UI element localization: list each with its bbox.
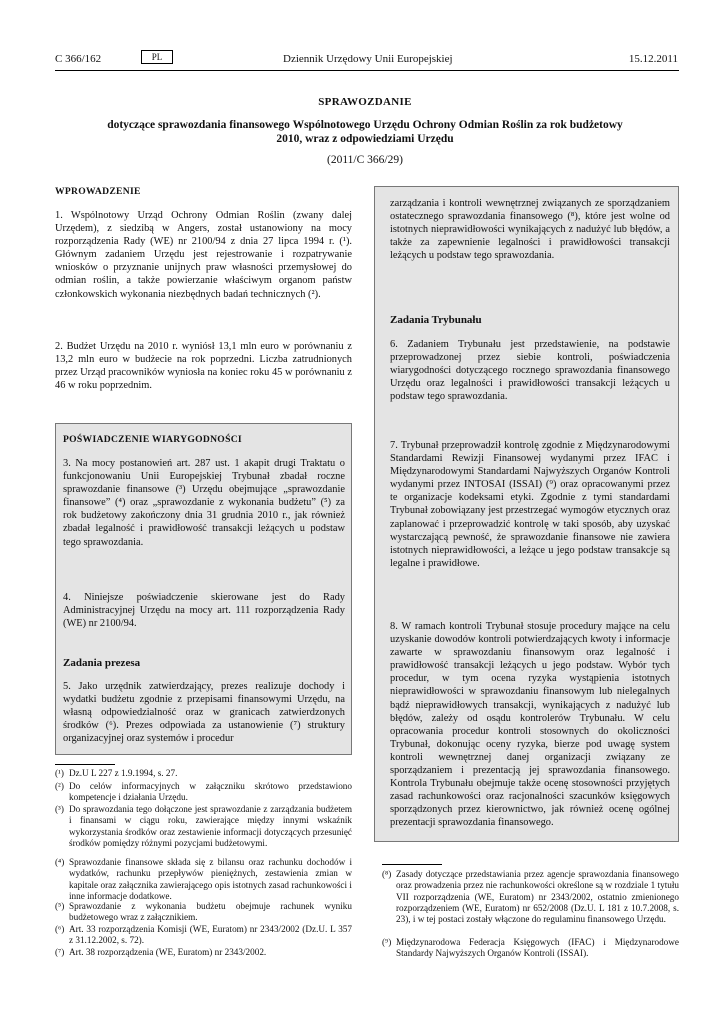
footnote-2: (²) Do celów informacyjnych w załączniku skrótowo przedstawiono kompetencje i działania Urzędu. bbox=[55, 781, 352, 803]
paragraph-5: 5. Jako urzędnik zatwierdzający, prezes realizuje dochody i wydatki budżetu zgodnie z przepisami finansowymi Urzędu, na własną odpowiedzialność oraz w granicach zatwierdzonych środków (⁶). Prezes odpowiada za ustanowienie (⁷) struktury organizacyjnej oraz systemów i procedur bbox=[63, 681, 345, 745]
footnotes-divider-left bbox=[55, 764, 115, 765]
footnote-6: (⁶) Art. 33 rozporządzenia Komisji (WE, Euratom) nr 2343/2002 (Dz.U. L 357 z 31.12.2002, s. 72). bbox=[55, 924, 352, 946]
paragraph-8: 8. W ramach kontroli Trybunał stosuje procedury mające na celu uzyskanie dowodów kontroli potwierdzających kwoty i informacje zawarte w sprawozdaniu finansowym oraz legalność i prawidłowość transakcji leżących u jego podstaw. Wybór tych procedur, w tym ocena ryzyka wystąpienia istotnych nieprawidłowości w sprawozdaniu finansowym lub nielegalnych bądź nieprawidłowych transakcji, wynikających z nadużyć lub błędów, zależy od osądu kontrolerów Trybunału. W celu opracowania procedur kontroli stosownych do okoliczności Trybunał, dokonując oceny ryzyka, bierze pod uwagę system kontroli wewnętrznej danej organizacji związany ze sporządzaniem i prezentacją jej sprawozdania finansowego. Kontrola Trybunału obejmuje także ocenę stosowności przyjętych zasad rachunkowości oraz racjonalności szacunków księgowych sporządzonych przez kierownictwo, jak również ocenę ogólnej prezentacji sprawozdania finansowego. bbox=[390, 621, 670, 829]
president-heading: Zadania prezesa bbox=[63, 657, 141, 669]
footnote-4: (⁴) Sprawozdanie finansowe składa się z bilansu oraz rachunku dochodów i wydatków, rachunku przepływów pieniężnych, zestawienia zmian w kapitale oraz załącznika zawierającego opis istotnych zasad rachunkowości i inne informacje dodatkowe. bbox=[55, 857, 352, 901]
document-subtitle: dotyczące sprawozdania finansowego Wspólnotowego Urzędu Ochrony Odmian Roślin za rok budżetowy 2010, wraz z odpowiedziami Urzędu bbox=[107, 119, 623, 145]
paragraph-3: 3. Na mocy postanowień art. 287 ust. 1 akapit drugi Traktatu o funkcjonowaniu Unii Europejskiej Trybunał zbadał roczne sprawozdanie finansowe (³) Urzędu obejmujące „sprawozdanie finansowe” (⁴) oraz „sprawozdanie z wykonania budżetu” (⁵) za rok budżetowy zakończony dnia 31 grudnia 2010 r., jak również zbadał legalność i prawidłowość transakcji leżących u podstaw tego sprawozdania. bbox=[63, 458, 345, 548]
document-title-block bbox=[100, 95, 630, 167]
intro-heading: WPROWADZENIE bbox=[55, 186, 141, 197]
language-badge: PL bbox=[141, 50, 173, 64]
footnotes-divider-right bbox=[382, 864, 442, 865]
paragraph-2: 2. Budżet Urzędu na 2010 r. wyniósł 13,1 mln euro w porównaniu z 13,2 mln euro w budżecie na rok poprzedni. Liczba zatrudnionych przez Urząd pracowników wyniosła na koniec roku 45 w porównaniu z 46 w roku poprzednim. bbox=[55, 341, 352, 392]
document-reference: (2011/C 366/29) bbox=[327, 154, 403, 166]
header-divider bbox=[55, 70, 679, 71]
footnote-9: (⁹) Międzynarodowa Federacja Księgowych (IFAC) i Międzynarodowe Standardy Najwyższych Organów Kontroli (ISSAI). bbox=[382, 937, 679, 959]
publication-date: 15.12.2011 bbox=[628, 53, 678, 65]
court-heading: Zadania Trybunału bbox=[390, 314, 482, 326]
document-title: SPRAWOZDANIE bbox=[318, 96, 412, 108]
paragraph-7: 7. Trybunał przeprowadził kontrolę zgodnie z Międzynarodowymi Standardami Rewizji Finansowej wydanymi przez IFAC i Międzynarodowymi Standardami Najwyższych Organów Kontroli wydanymi przez INTOSAI (ISSAI) (⁹) oraz opracowanymi przez te organizacje kodeksami etyki. Zgodnie z tymi standardami Trybunał zobowiązany jest przestrzegać wymogów etycznych oraz zaplanować i przeprowadzić kontrolę w taki sposób, aby uzyskać wystarczającą pewność, że sprawozdanie finansowe nie zawiera istotnych nieprawidłowości, a leżące u jego podstaw transakcje są legalne i prawidłowe. bbox=[390, 440, 670, 569]
footnote-5: (⁵) Sprawozdanie z wykonania budżetu obejmuje rachunek wyniku budżetowego wraz z załącznikiem. bbox=[55, 901, 352, 923]
paragraph-4: 4. Niniejsze poświadczenie skierowane jest do Rady Administracyjnej Urzędu na mocy art. 111 rozporządzenia Rady (WE) nr 2100/94. bbox=[63, 592, 345, 630]
statement-heading: POŚWIADCZENIE WIARYGODNOŚCI bbox=[63, 434, 242, 445]
paragraph-1: 1. Wspólnotowy Urząd Ochrony Odmian Roślin (zwany dalej Urzędem), z siedzibą w Angers, został ustanowiony na mocy rozporządzenia Rady (WE) nr 2100/94 z dnia 27 lipca 1994 r. (¹). Głównym zadaniem Urzędu jest rejestrowanie i rozpatrywanie wniosków o przyznanie unijnych praw własności przemysłowej do odmian roślin, a także powierzanie właściwym organom państw członkowskich wykonania niezbędnych badań technicznych (²). bbox=[55, 210, 352, 300]
journal-title: Dziennik Urzędowy Unii Europejskiej bbox=[283, 53, 453, 65]
paragraph-continuation: zarządzania i kontroli wewnętrznej związanych ze sporządzaniem ostatecznego sprawozdania finansowego (⁸), które jest wolne od istotnych nieprawidłowości wynikających z nadużyć lub błędów, a także za zapewnienie legalności i prawidłowości transakcji leżących u podstaw tego sprawozdania. bbox=[390, 198, 670, 262]
page-series-number: C 366/162 bbox=[55, 53, 102, 65]
footnote-3: (³) Do sprawozdania tego dołączone jest sprawozdanie z zarządzania budżetem i finansami w ciągu roku, zawierające między innymi wskaźnik wykorzystania środków oraz zestawienie informacji dotyczących przesunięć środków pomiędzy różnymi pozycjami budżetowymi. bbox=[55, 804, 352, 848]
footnote-1: (¹) Dz.U L 227 z 1.9.1994, s. 27. bbox=[55, 768, 178, 778]
footnote-8: (⁸) Zasady dotyczące przedstawiania przez agencje sprawozdania finansowego oraz prowadzenia przez nie rachunkowości określone są w rozdziale 1 tytułu VII rozporządzenia (WE, Euratom) nr 2343/2002, ostatnio zmienionego rozporządzeniem (WE, Euratom) nr 652/2008 (Dz.U. L 181 z 10.7.2008, s. 23), i w tej postaci zostały włączone do regulaminu finansowego Urzędu. bbox=[382, 869, 679, 925]
paragraph-6: 6. Zadaniem Trybunału jest przedstawienie, na podstawie przeprowadzonej przez siebie kontroli, poświadczenia wiarygodności dotyczącego rocznego sprawozdania finansowego Urzędu oraz legalności i prawidłowości transakcji leżących u podstaw tego sprawozdania. bbox=[390, 339, 670, 403]
footnote-7: (⁷) Art. 38 rozporządzenia (WE, Euratom) nr 2343/2002. bbox=[55, 947, 267, 957]
